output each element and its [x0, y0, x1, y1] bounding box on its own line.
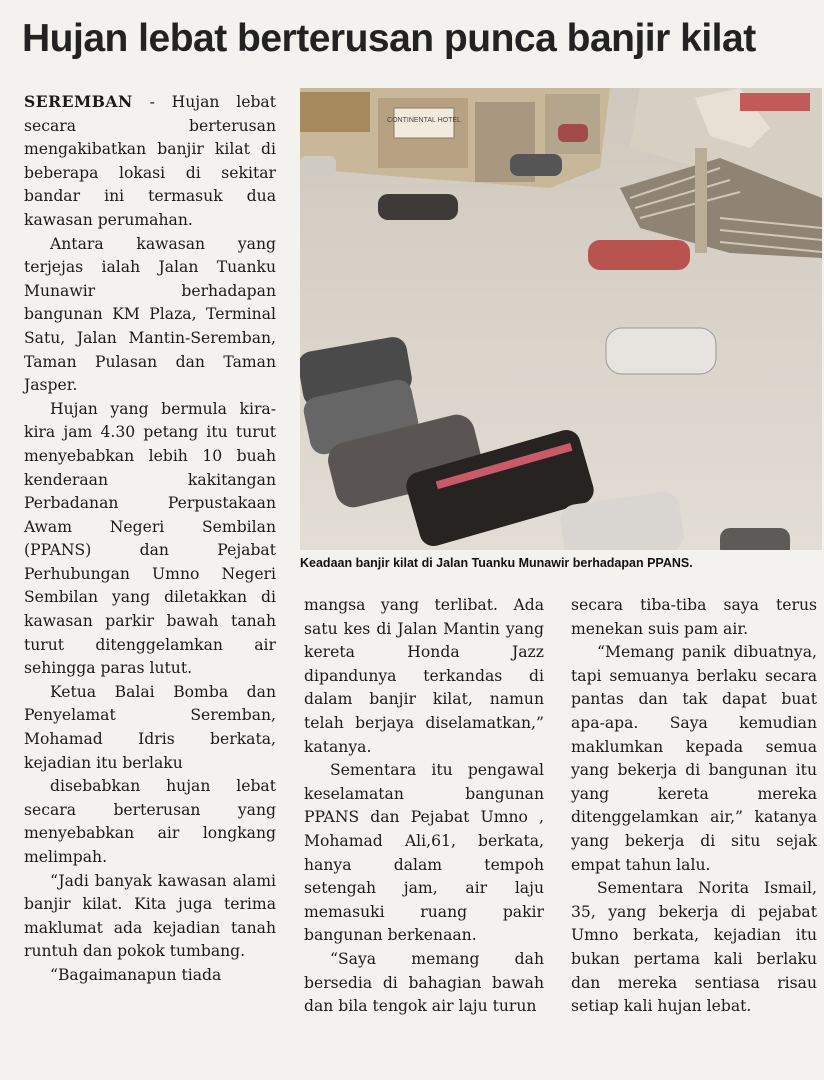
- signboard-text: CONTINENTAL HOTEL: [387, 117, 461, 124]
- paragraph: Ketua Balai Bomba dan Penyelamat Seremban, Mohamad Idris berkata, kejadian itu berlaku: [24, 682, 276, 772]
- paragraph: mangsa yang terlibat. Ada satu kes di Jalan Mantin yang kereta Honda Jazz dipandunya terkandas di dalam banjir kilat, namun telah berjaya diselamatkan,” katanya.: [304, 596, 544, 756]
- article-column-2: [304, 594, 544, 1019]
- paragraph: secara tiba-tiba saya terus menekan suis pam air.: [571, 596, 817, 638]
- paragraph: Antara kawasan yang terjejas ialah Jalan Tuanku Munawir berhadapan bangunan KM Plaza, Terminal Satu, Jalan Mantin-Seremban, Taman Pulasan dan Taman Jasper.: [24, 234, 276, 395]
- paragraph: Hujan yang bermula kira-kira jam 4.30 petang itu turut menyebabkan lebih 10 buah kenderaan kakitangan Perbadanan Perpustakaan Awam Negeri Sembilan (PPANS) dan Pejabat Perhubungan Umno Negeri Sembilan yang diletakkan di kawasan parkir bawah tanah turut ditenggelamkan air sehingga paras lutut.: [24, 399, 276, 678]
- lead-paragraph: [24, 90, 276, 233]
- paragraph: Sementara itu pengawal keselamatan bangunan PPANS dan Pejabat Umno , Mohamad Ali,61, berkata, hanya dalam tempoh setengah jam, air laju memasuki ruang pakir bangunan berkenaan.: [304, 761, 544, 945]
- article-column-3: [571, 594, 817, 1019]
- paragraph: “Bagaimanapun tiada: [50, 965, 222, 984]
- paragraph: “Memang panik dibuatnya, tapi semuanya berlaku secara pantas dan tak dapat buat apa-apa. Saya kemudian maklumkan kepada semua yang bekerja di bangunan itu yang kereta mereka ditenggelamkan air,” katanya yang bekerja di situ sejak empat tahun lalu.: [571, 643, 817, 874]
- paragraph: “Jadi banyak kawasan alami banjir kilat. Kita juga terima maklumat ada kejadian tanah runtuh dan pokok tumbang.: [24, 871, 276, 961]
- article-column-1: [24, 90, 276, 988]
- flood-photo: [300, 88, 822, 550]
- headline: Hujan lebat berterusan punca banjir kilat: [22, 17, 756, 60]
- lead-text: - Hujan lebat secara berterusan mengakibatkan banjir kilat di beberapa lokasi di sekitar bandar ini termasuk dua kawasan perumahan.: [24, 93, 276, 229]
- paragraph: Sementara Norita Ismail, 35, yang bekerja di pejabat Umno berkata, kejadian itu bukan pertama kali berlaku dan mereka sentiasa risau setiap kali hujan lebat.: [571, 879, 817, 1016]
- paragraph: “Saya memang dah bersedia di bahagian bawah dan bila tengok air laju turun: [304, 949, 544, 1016]
- dateline: SEREMBAN: [24, 92, 133, 111]
- paragraph: disebabkan hujan lebat secara berterusan yang menyebabkan air longkang melimpah.: [24, 777, 276, 866]
- photo-caption: Keadaan banjir kilat di Jalan Tuanku Munawir berhadapan PPANS.: [300, 556, 693, 570]
